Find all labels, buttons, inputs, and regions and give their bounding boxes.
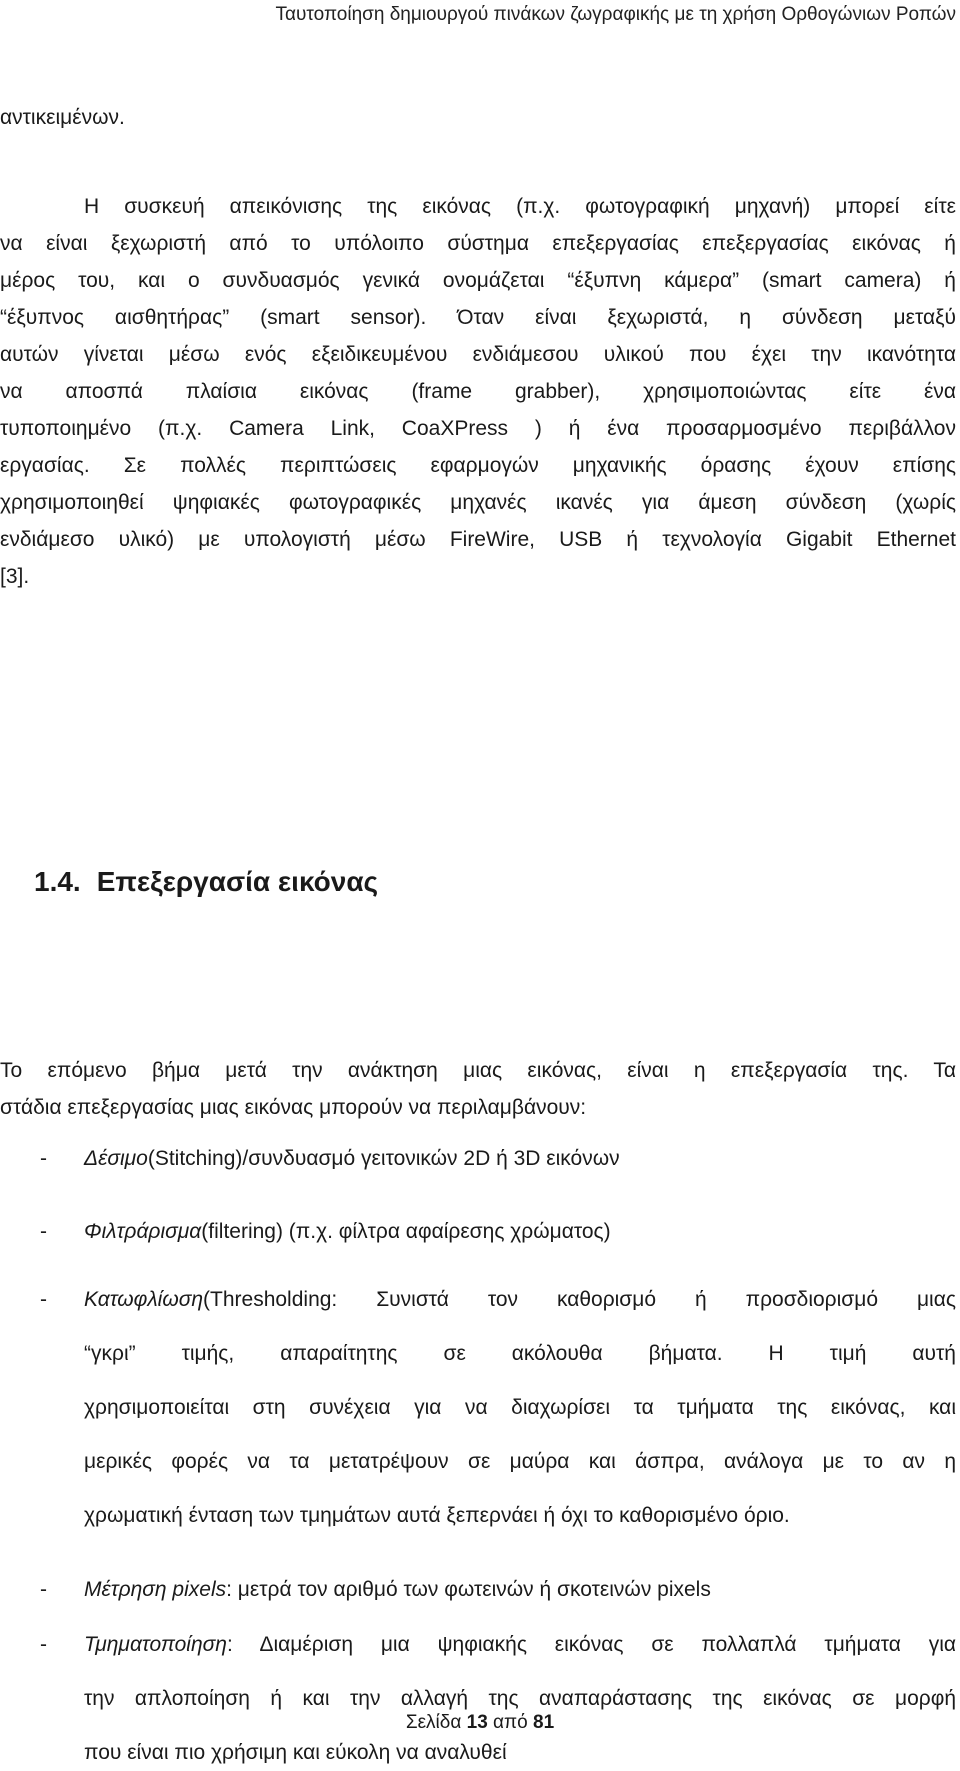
list-text: χρωματική ένταση των τμημάτων αυτά ξεπερνάει ή όχι το καθορισμένο όριο. <box>84 1504 790 1527</box>
list-dash: - <box>40 1220 47 1243</box>
list-item <box>0 1281 956 1534</box>
paragraph-line: στάδια επεξεργασίας μιας εικόνας μπορούν να περιλαμβάνουν: <box>0 1096 587 1119</box>
list-text: : μετρά τον αριθμό των φωτεινών ή σκοτεινών pixels <box>226 1578 711 1601</box>
running-header: Ταυτοποίηση δημιουργού πινάκων ζωγραφικής με τη χρήση Ορθογώνιων Ροπών <box>275 4 956 25</box>
list-dash: - <box>40 1578 47 1601</box>
list-term: Μέτρηση pixels <box>84 1578 227 1601</box>
paragraph-line: ενδιάμεσο υλικό) με υπολογιστή μέσω FireWire, USB ή τεχνολογία Gigabit Ethernet <box>0 528 956 551</box>
paragraph-line: Η συσκευή απεικόνισης της εικόνας (π.χ. φωτογραφική μηχανή) μπορεί είτε <box>84 195 956 218</box>
continuation-text <box>0 99 956 136</box>
paragraph-line: τυποποιημένο (π.χ. Camera Link, CoaXPress ) ή ένα προσαρμοσμένο περιβάλλον <box>0 417 956 440</box>
list-text: “γκρι” τιμής, απαραίτητης σε ακόλουθα βήματα. Η τιμή αυτή <box>84 1342 956 1365</box>
footer-middle: από <box>493 1712 528 1733</box>
list-item <box>0 1626 956 1771</box>
footer-current-page: 13 <box>466 1712 488 1733</box>
paragraph-line: να είναι ξεχωριστή από το υπόλοιπο σύστημα επεξεργασίας επεξεργασίας εικόνας ή <box>0 232 956 255</box>
list-text: (filtering) (π.χ. φίλτρα αφαίρεσης χρώματος) <box>201 1220 611 1243</box>
paragraph-line: αυτών γίνεται μέσω ενός εξειδικευμένου ενδιάμεσου υλικού που έχει την ικανότητα <box>0 343 956 366</box>
section-heading <box>34 866 378 898</box>
page-footer <box>0 1712 960 1734</box>
list-term: Κατωφλίωση <box>84 1288 204 1311</box>
section-number: 1.4. <box>34 866 81 897</box>
list-dash: - <box>40 1147 47 1170</box>
paragraph-line: μέρος του, και ο συνδυασμός γενικά ονομάζεται “έξυπνη κάμερα” (smart camera) ή <box>0 269 956 292</box>
list-text: μερικές φορές να τα μετατρέψουν σε μαύρα και άσπρα, ανάλογα με το αν η <box>84 1450 956 1473</box>
list-text: που είναι πιο χρήσιμη και εύκολη να αναλυθεί <box>84 1741 507 1764</box>
paragraph-line: να αποσπά πλαίσια εικόνας (frame grabber), χρησιμοποιώντας είτε ένα <box>0 380 956 403</box>
list-text: : Διαμέριση μια ψηφιακής εικόνας σε πολλαπλά τμήματα για <box>226 1633 956 1656</box>
list-term: Φιλτράρισμα <box>84 1220 202 1243</box>
footer-prefix: Σελίδα <box>405 1712 462 1733</box>
list-text: χρησιμοποιείται στη συνέχεια για να διαχωρίσει τα τμήματα της εικόνας, και <box>84 1396 956 1419</box>
list-item <box>0 1213 956 1250</box>
list-item <box>0 1571 956 1608</box>
list-text: την απλοποίηση ή και την αλλαγή της αναπαράστασης της εικόνας σε μορφή <box>84 1687 956 1710</box>
paragraph-line: χρησιμοποιηθεί ψηφιακές φωτογραφικές μηχανές ικανές για άμεση σύνδεση (χωρίς <box>0 491 956 514</box>
paragraph-2 <box>0 1052 956 1126</box>
paragraph-line: [3]. <box>0 565 30 588</box>
paragraph-1 <box>0 188 956 595</box>
paragraph-line: εργασίας. Σε πολλές περιπτώσεις εφαρμογών μηχανικής όρασης έχουν επίσης <box>0 454 956 477</box>
list-term: Τμηματοποίηση <box>84 1633 227 1656</box>
paragraph-line: Το επόμενο βήμα μετά την ανάκτηση μιας εικόνας, είναι η επεξεργασία της. Τα <box>0 1059 956 1082</box>
list-text: (Thresholding: Συνιστά τον καθορισμό ή προσδιορισμό μιας <box>203 1288 956 1311</box>
list-dash: - <box>40 1633 47 1656</box>
list-text: (Stitching)/συνδυασμό γειτονικών 2D ή 3D εικόνων <box>147 1147 620 1170</box>
list-item <box>0 1140 956 1177</box>
paragraph-line: “έξυπνος αισθητήρας” (smart sensor). Όταν είναι ξεχωριστά, η σύνδεση μεταξύ <box>0 306 956 329</box>
list-dash: - <box>40 1288 47 1311</box>
footer-total-pages: 81 <box>533 1712 555 1733</box>
list-term: Δέσιμο <box>84 1147 148 1170</box>
section-title: Επεξεργασία εικόνας <box>96 866 379 897</box>
continuation-line: αντικειμένων. <box>0 106 125 129</box>
